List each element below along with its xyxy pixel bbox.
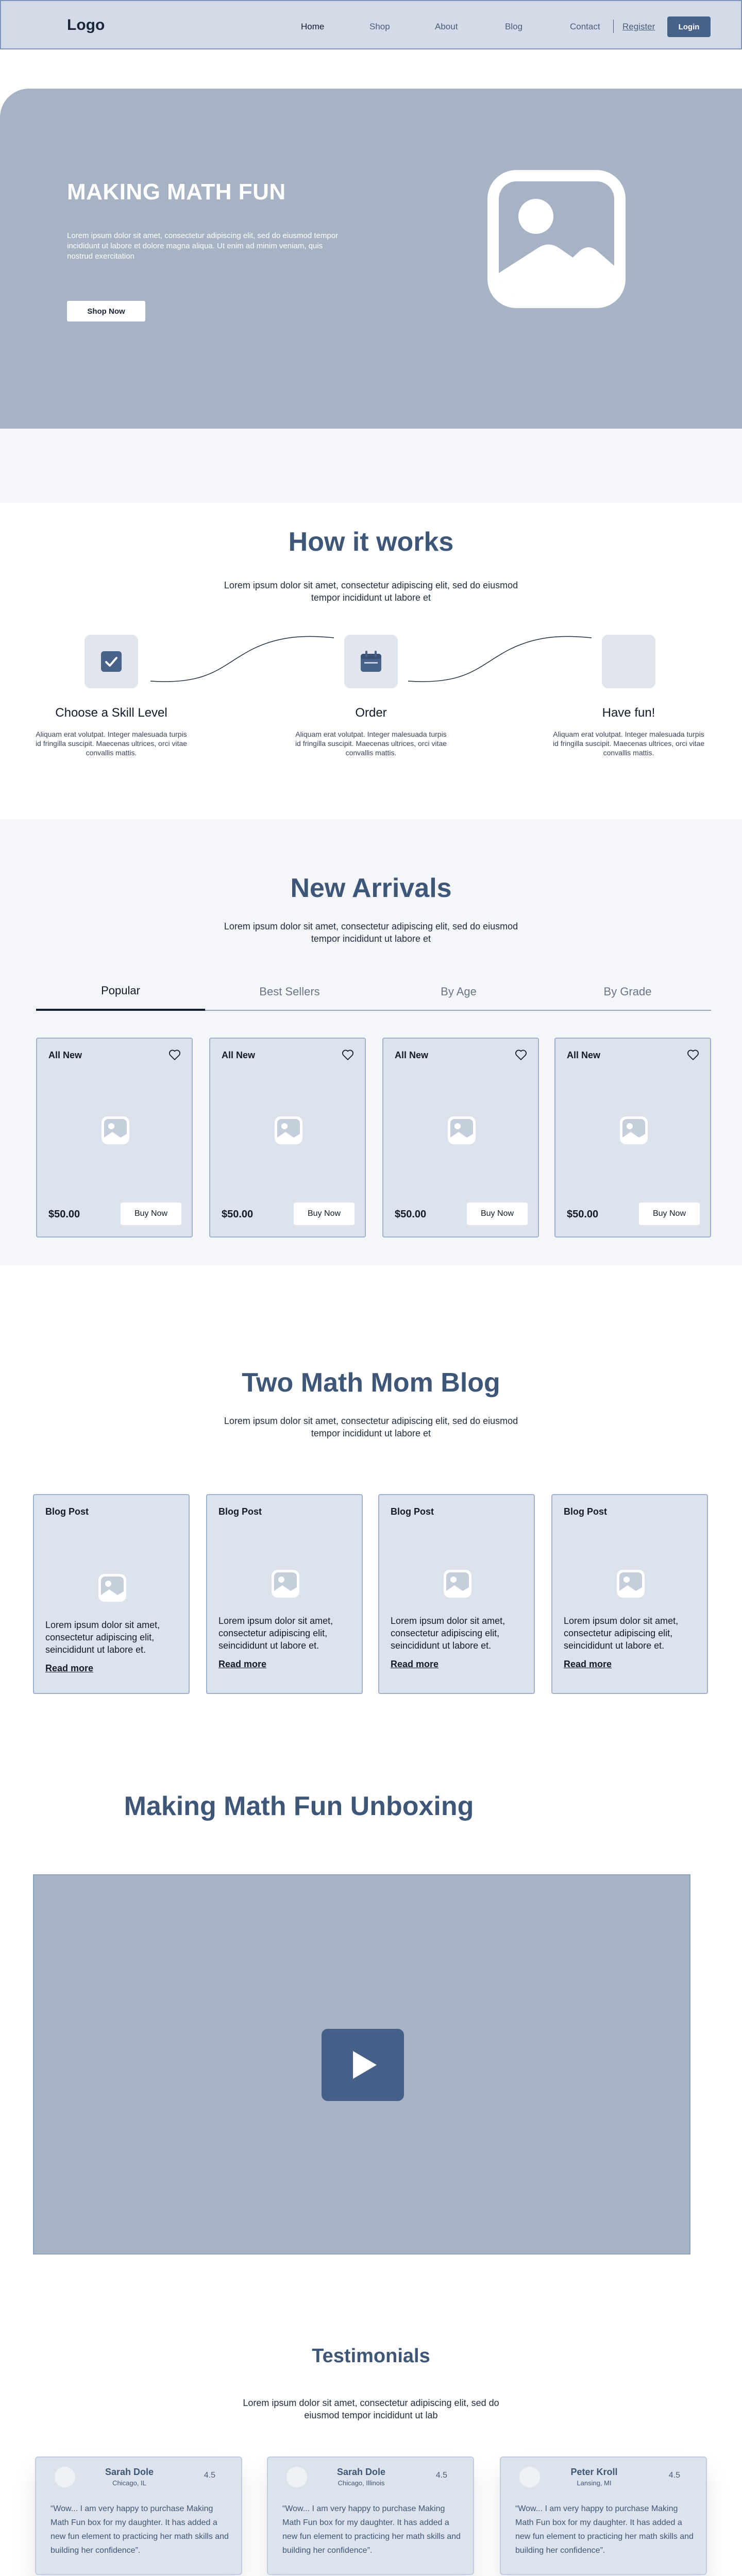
blog-label: Blog Post xyxy=(45,1506,89,1517)
login-button[interactable]: Login xyxy=(667,16,711,37)
new-arrivals-desc: Lorem ipsum dolor sit amet, consectetur adipiscing elit, sed do eiusmod tempor incididunt ut labore et xyxy=(224,921,518,944)
blog-excerpt: Lorem ipsum dolor sit amet, consectetur adipiscing elit, seincididunt ut labore et. xyxy=(391,1616,505,1651)
image-placeholder-icon xyxy=(442,1568,473,1599)
blog-desc: Lorem ipsum dolor sit amet, consectetur adipiscing elit, sed do eiusmod tempor incididunt ut labore et xyxy=(224,1416,518,1438)
blog-card[interactable] xyxy=(206,1494,363,1694)
testimonial-location: Chicago, IL xyxy=(112,2479,146,2487)
testimonial-quote: “Wow... I am very happy to purchase Making Math Fun box for my daughter. It has added a new fun element to practicing her math skills and building her confidence”. xyxy=(282,2504,461,2555)
avatar xyxy=(55,2467,75,2487)
step-3-title: Have fun! xyxy=(602,706,655,720)
video-player[interactable] xyxy=(33,1874,690,2255)
heart-icon[interactable] xyxy=(168,1048,181,1061)
register-link[interactable]: Register xyxy=(622,22,655,31)
testimonial-location: Lansing, MI xyxy=(577,2479,612,2487)
blog-card[interactable] xyxy=(378,1494,535,1694)
blog-excerpt: Lorem ipsum dolor sit amet, consectetur adipiscing elit, seincididunt ut labore et. xyxy=(218,1616,333,1651)
hero-section xyxy=(0,89,742,429)
nav-contact[interactable]: Contact xyxy=(570,22,600,31)
read-more-link[interactable]: Read more xyxy=(218,1659,267,1669)
heart-icon[interactable] xyxy=(514,1048,528,1061)
product-label: All New xyxy=(395,1050,429,1060)
blog-label: Blog Post xyxy=(564,1506,607,1517)
testimonial-rating: 4.5 xyxy=(204,2471,215,2480)
tab-by-grade[interactable]: By Grade xyxy=(603,985,652,998)
nav-home[interactable]: Home xyxy=(301,22,325,31)
product-card[interactable] xyxy=(554,1038,711,1238)
nav-about[interactable]: About xyxy=(435,22,458,31)
image-placeholder-icon xyxy=(446,1115,477,1146)
tab-popular[interactable]: Popular xyxy=(36,973,205,1011)
testimonial-quote: “Wow... I am very happy to purchase Making Math Fun box for my daughter. It has added a new fun element to practicing her math skills and building her confidence”. xyxy=(515,2504,694,2555)
product-price: $50.00 xyxy=(395,1209,427,1220)
checkbox-icon xyxy=(100,650,123,673)
avatar xyxy=(519,2467,540,2487)
product-card[interactable] xyxy=(36,1038,193,1238)
step-2-icon-box xyxy=(344,635,398,688)
step-2-title: Order xyxy=(355,706,387,720)
buy-now-button[interactable]: Buy Now xyxy=(121,1202,181,1225)
header-logo[interactable]: Logo xyxy=(67,16,105,33)
heart-icon[interactable] xyxy=(686,1048,700,1061)
image-placeholder-icon xyxy=(100,1115,131,1146)
buy-now-button[interactable]: Buy Now xyxy=(294,1202,355,1225)
image-placeholder-icon xyxy=(273,1115,304,1146)
image-placeholder-icon xyxy=(270,1568,301,1599)
testimonial-card xyxy=(35,2456,242,2575)
step-2-desc: Aliquam erat volutpat. Integer malesuada turpis id fringilla suscipit. Maecenas ultrices, orci vitae convallis mattis. xyxy=(295,730,447,757)
image-placeholder-icon xyxy=(482,165,631,313)
testimonial-quote: “Wow... I am very happy to purchase Making Math Fun box for my daughter. It has added a new fun element to practicing her math skills and building her confidence”. xyxy=(50,2504,229,2555)
step-3-icon-box xyxy=(602,635,655,688)
calendar-icon xyxy=(359,650,383,673)
testimonial-location: Chicago, Illinois xyxy=(338,2479,385,2487)
nav-blog[interactable]: Blog xyxy=(505,22,523,31)
connector-curve-1 xyxy=(149,634,335,690)
tab-by-age[interactable]: By Age xyxy=(441,985,477,998)
new-arrivals-title: New Arrivals xyxy=(290,873,452,903)
product-label: All New xyxy=(567,1050,601,1060)
testimonial-rating: 4.5 xyxy=(435,2471,447,2480)
product-label: All New xyxy=(222,1050,256,1060)
testimonial-name: Sarah Dole xyxy=(336,2467,386,2477)
blog-card[interactable] xyxy=(33,1494,190,1694)
step-1-desc: Aliquam erat volutpat. Integer malesuada turpis id fringilla suscipit. Maecenas ultrices, orci vitae convallis mattis. xyxy=(35,730,188,757)
video-title: Making Math Fun Unboxing xyxy=(124,1791,474,1821)
blog-excerpt: Lorem ipsum dolor sit amet, consectetur adipiscing elit, seincididunt ut labore et. xyxy=(45,1620,160,1655)
testimonials-desc: Lorem ipsum dolor sit amet, consectetur adipiscing elit, sed do eiusmod tempor incididunt ut lab xyxy=(243,2398,499,2420)
testimonial-card xyxy=(500,2456,707,2575)
hero-bottom-band xyxy=(0,429,742,503)
hero-title: MAKING MATH FUN xyxy=(67,179,286,205)
buy-now-button[interactable]: Buy Now xyxy=(639,1202,700,1225)
site-header xyxy=(0,0,742,49)
step-1-title: Choose a Skill Level xyxy=(55,706,167,720)
product-price: $50.00 xyxy=(567,1209,599,1220)
read-more-link[interactable]: Read more xyxy=(45,1663,94,1673)
blog-title: Two Math Mom Blog xyxy=(242,1368,500,1398)
testimonial-name: Sarah Dole xyxy=(105,2467,154,2477)
nav-divider xyxy=(613,20,614,33)
product-price: $50.00 xyxy=(48,1209,80,1220)
read-more-link[interactable]: Read more xyxy=(564,1659,612,1669)
buy-now-button[interactable]: Buy Now xyxy=(467,1202,528,1225)
testimonial-name: Peter Kroll xyxy=(570,2467,618,2477)
hero-text: Lorem ipsum dolor sit amet, consectetur adipiscing elit, sed do eiusmod tempor incididunt ut labore et dolore magna aliqua. Ut enim ad minim veniam, quis nostrud exercitation xyxy=(67,231,339,261)
blog-label: Blog Post xyxy=(391,1506,434,1517)
play-button[interactable] xyxy=(322,2029,404,2101)
step-3-desc: Aliquam erat volutpat. Integer malesuada turpis id fringilla suscipit. Maecenas ultrices, orci vitae convallis mattis. xyxy=(552,730,705,757)
testimonial-rating: 4.5 xyxy=(668,2471,680,2480)
how-it-works-title: How it works xyxy=(288,527,454,557)
nav-shop[interactable]: Shop xyxy=(369,22,390,31)
tab-best-sellers[interactable]: Best Sellers xyxy=(259,985,320,998)
blog-label: Blog Post xyxy=(218,1506,262,1517)
product-tabs xyxy=(36,973,711,1011)
step-1-icon-box xyxy=(85,635,138,688)
connector-curve-2 xyxy=(407,634,593,690)
image-placeholder-icon xyxy=(618,1115,649,1146)
play-icon xyxy=(347,2049,379,2081)
product-card[interactable] xyxy=(209,1038,366,1238)
testimonials-title: Testimonials xyxy=(312,2345,430,2367)
product-label: All New xyxy=(48,1050,82,1060)
product-price: $50.00 xyxy=(222,1209,254,1220)
blog-card[interactable] xyxy=(551,1494,708,1694)
blog-excerpt: Lorem ipsum dolor sit amet, consectetur adipiscing elit, seincididunt ut labore et. xyxy=(564,1616,679,1651)
image-placeholder-icon xyxy=(97,1572,128,1603)
avatar xyxy=(286,2467,307,2487)
testimonial-card xyxy=(267,2456,474,2575)
image-placeholder-icon xyxy=(615,1568,646,1599)
shop-now-button[interactable]: Shop Now xyxy=(67,301,145,321)
product-card[interactable] xyxy=(382,1038,539,1238)
read-more-link[interactable]: Read more xyxy=(391,1659,439,1669)
heart-icon[interactable] xyxy=(341,1048,355,1061)
how-it-works-desc: Lorem ipsum dolor sit amet, consectetur adipiscing elit, sed do eiusmod tempor incididunt ut labore et xyxy=(224,580,518,603)
